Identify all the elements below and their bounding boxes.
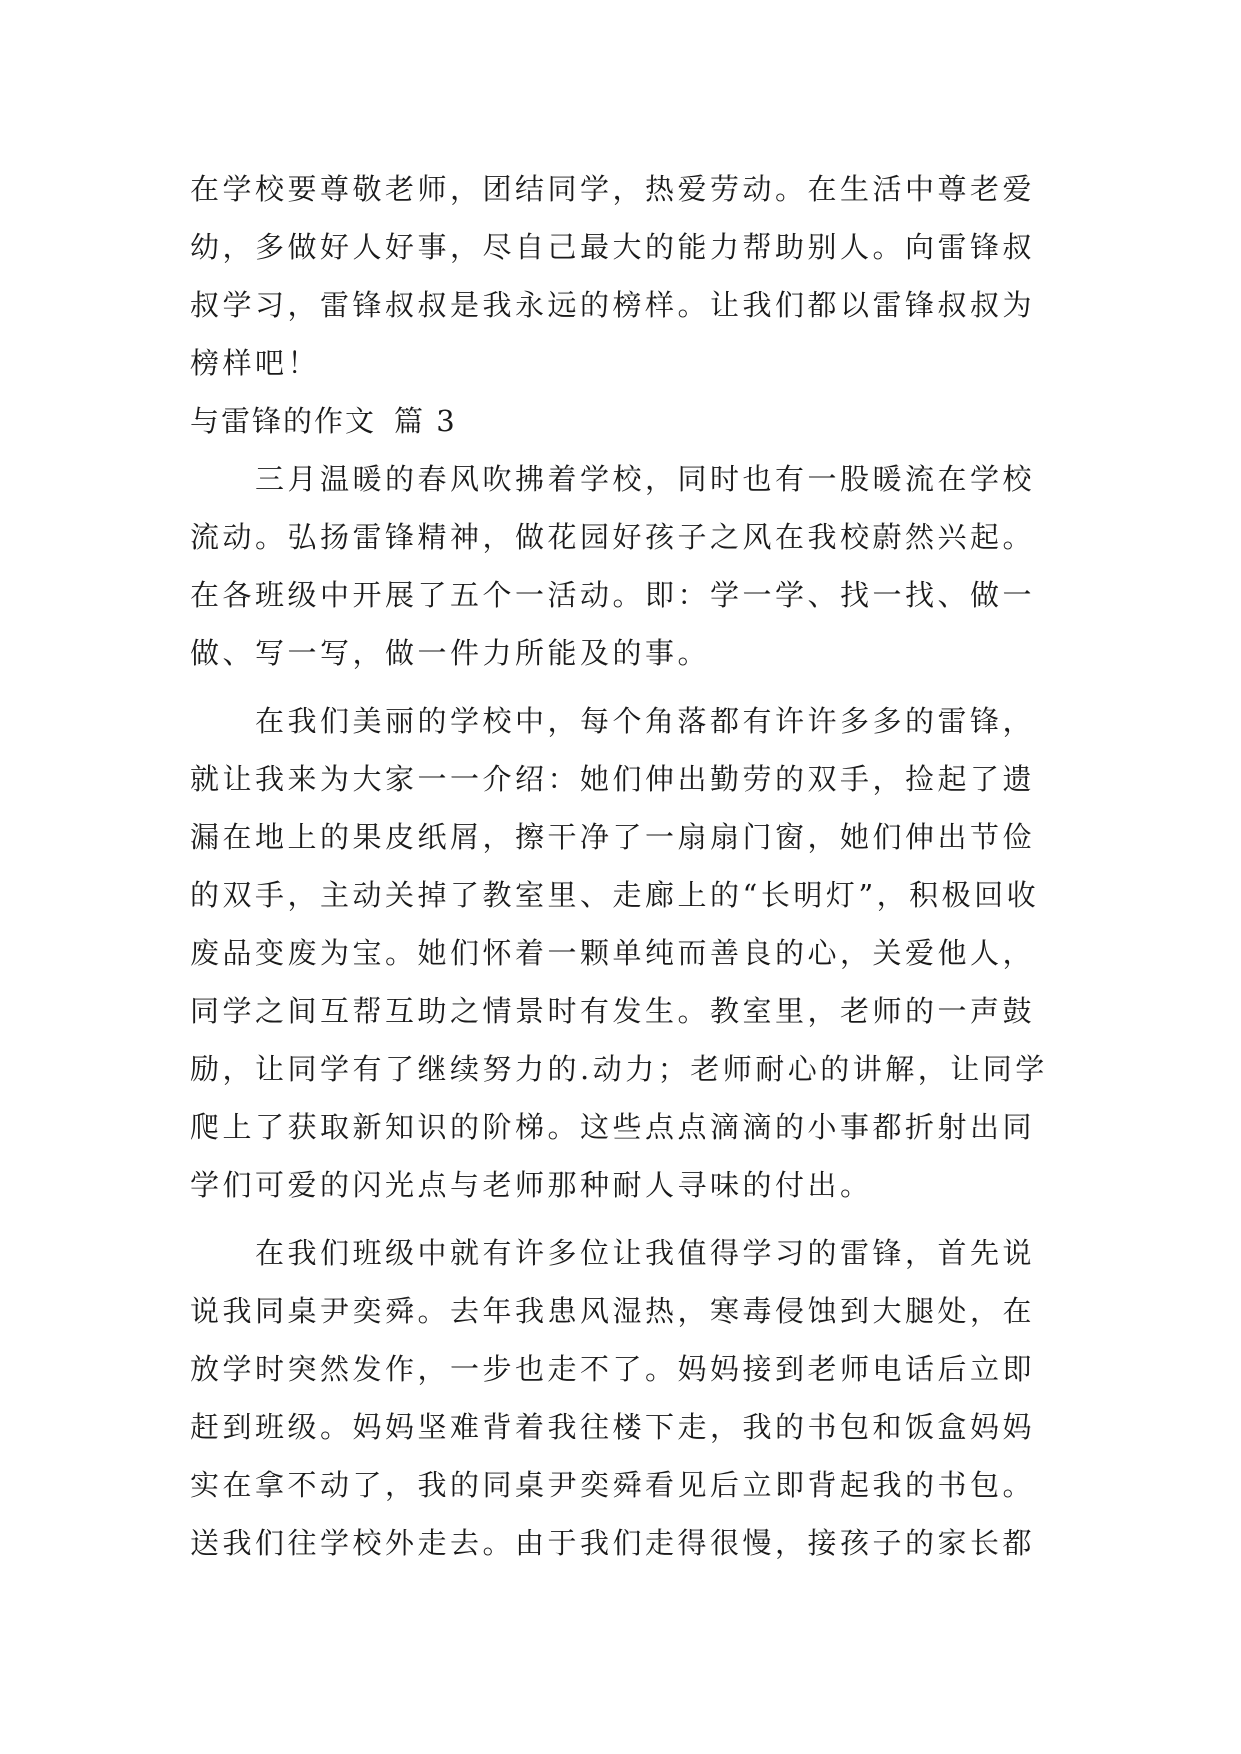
heading-part: 篇 3 bbox=[394, 404, 457, 438]
paragraph-2: 在我们美丽的学校中，每个角落都有许许多多的雷锋，就让我来为大家一一介绍：她们伸出勤劳的双手，捡起了遗漏在地上的果皮纸屑，擦干净了一扇扇门窗，她们伸出节俭的双手，主动关掉了教室里、走廊上的“长明灯”，积极回收废品变废为宝。她们怀着一颗单纯而善良的心，关爱他人，同学之间互帮互助之情景时有发生。教室里，老师的一声鼓励，让同学有了继续努力的.动力；老师耐心的讲解，让同学爬上了获取新知识的阶梯。这些点点滴滴的小事都折射出同学们可爱的闪光点与老师那种耐人寻味的付出。 bbox=[190, 704, 1048, 1202]
paragraph-1: 三月温暖的春风吹拂着学校，同时也有一股暖流在学校流动。弘扬雷锋精神，做花园好孩子之风在我校蔚然兴起。在各班级中开展了五个一活动。即：学一学、找一找、做一做、写一写，做一件力所能及的事。 bbox=[190, 462, 1036, 670]
document-body bbox=[190, 160, 1055, 1572]
paragraph-continued: 在学校要尊敬老师，团结同学，热爱劳动。在生活中尊老爱幼，多做好人好事，尽自己最大的能力帮助别人。向雷锋叔叔学习，雷锋叔叔是我永远的榜样。让我们都以雷锋叔叔为榜样吧！ bbox=[190, 172, 1036, 380]
paragraph-3: 在我们班级中就有许多位让我值得学习的雷锋，首先说说我同桌尹奕舜。去年我患风湿热，寒毒侵蚀到大腿处，在放学时突然发作，一步也走不了。妈妈接到老师电话后立即赶到班级。妈妈坚难背着我往楼下走，我的书包和饭盒妈妈实在拿不动了，我的同桌尹奕舜看见后立即背起我的书包。送我们往学校外走去。由于我们走得很慢，接孩子的家长都 bbox=[190, 1236, 1036, 1560]
section-heading bbox=[190, 392, 1055, 450]
heading-title: 与雷锋的作文 bbox=[190, 404, 377, 438]
